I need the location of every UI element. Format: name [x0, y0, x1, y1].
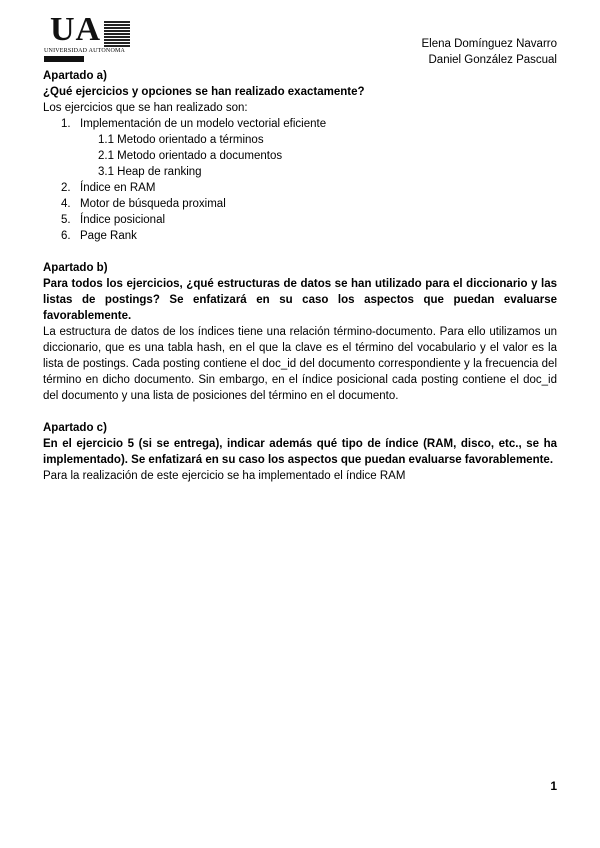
list-number: 2. [61, 182, 71, 194]
section-answer: Para la realización de este ejercicio se ha implementado el índice RAM [43, 470, 406, 482]
section-heading: Apartado a) [43, 70, 107, 82]
logo-bar [44, 56, 84, 62]
section-question: Para todos los ejercicios, ¿qué estructuras de datos se han utilizado para el diccionario y las listas de postings? Se enfatizará en su caso los aspectos que puedan evaluarse favorablemente. [43, 278, 557, 322]
sub-list-item: 1.1 Metodo orientado a términos [98, 134, 264, 146]
section-gap [43, 404, 557, 420]
list-number: 4. [61, 198, 71, 210]
logo-graphic [104, 21, 130, 47]
author-name: Daniel González Pascual [428, 54, 557, 66]
logo-subtitle: UNIVERSIDAD AUTONOMA [44, 48, 126, 54]
list-item [43, 196, 557, 212]
section-intro: Los ejercicios que se han realizado son: [43, 102, 248, 114]
document-body [43, 68, 557, 484]
section-heading: Apartado b) [43, 262, 108, 274]
university-logo [44, 11, 132, 63]
list-number: 5. [61, 214, 71, 226]
list-item [43, 180, 557, 196]
section-question: ¿Qué ejercicios y opciones se han realizado exactamente? [43, 86, 365, 98]
list-text: Índice en RAM [80, 182, 156, 194]
authors-block [421, 36, 557, 68]
section-gap [43, 244, 557, 260]
list-number: 1. [61, 118, 71, 130]
list-text: Motor de búsqueda proximal [80, 198, 226, 210]
list-text: Implementación de un modelo vectorial eficiente [80, 118, 327, 130]
list-item [43, 228, 557, 244]
list-number: 6. [61, 230, 71, 242]
sub-list-item: 2.1 Metodo orientado a documentos [98, 150, 283, 162]
list-item [43, 116, 557, 180]
section-question: En el ejercicio 5 (si se entrega), indicar además qué tipo de índice (RAM, disco, etc., se ha implementado). Se enfatizará en su caso los aspectos que puedan evaluarse favorablemente. [43, 438, 557, 466]
sub-list-item: 3.1 Heap de ranking [98, 166, 202, 178]
list-text: Índice posicional [80, 214, 166, 226]
section-answer: La estructura de datos de los índices tiene una relación término-documento. Para ello utilizamos un diccionario, que es una tabla hash, en el que la clave es el término del vocabulario y el valor es la lista de postings. Cada posting contiene el doc_id del documento correspondiente y la frecuencia del término en dicho documento. Sin embargo, en el índice posicional cada posting contiene el doc_id del documento y una lista de posiciones del término en el documento. [43, 326, 557, 402]
section-heading: Apartado c) [43, 422, 107, 434]
logo-letters: UA [50, 11, 102, 48]
page-number: 1 [550, 779, 557, 793]
exercise-list [43, 116, 557, 244]
list-text: Page Rank [80, 230, 137, 242]
sub-list [43, 132, 557, 180]
author-name: Elena Domínguez Navarro [421, 38, 557, 50]
list-item [43, 212, 557, 228]
